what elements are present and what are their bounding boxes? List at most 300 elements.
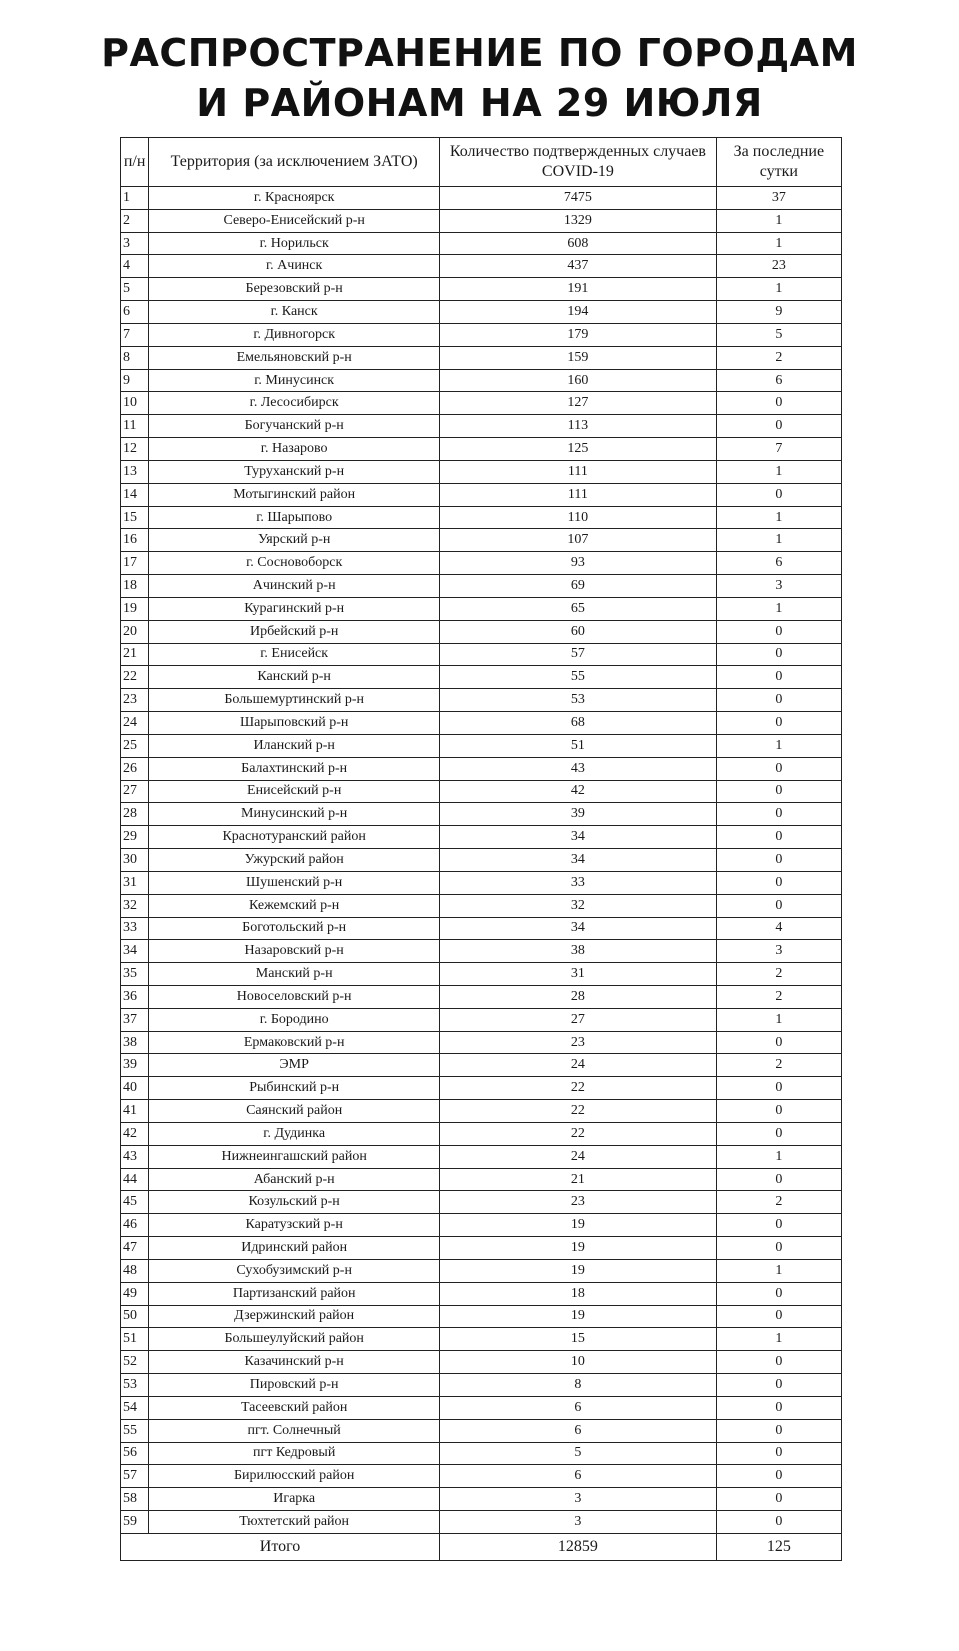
cell-territory: Ермаковский р-н [149, 1031, 440, 1054]
cell-total-cases: 60 [440, 620, 717, 643]
total-cases-sum: 12859 [440, 1533, 717, 1560]
cell-territory: г. Ачинск [149, 255, 440, 278]
cell-total-cases: 53 [440, 689, 717, 712]
cell-total-cases: 159 [440, 346, 717, 369]
cell-num: 22 [121, 666, 149, 689]
cell-total-cases: 125 [440, 438, 717, 461]
table-row [121, 232, 842, 255]
cell-total-cases: 6 [440, 1396, 717, 1419]
cell-last-day: 0 [716, 1351, 841, 1374]
cell-territory: Кежемский р-н [149, 894, 440, 917]
cell-total-cases: 23 [440, 1191, 717, 1214]
table-total-row [121, 1533, 842, 1560]
cell-num: 31 [121, 871, 149, 894]
cell-num: 56 [121, 1442, 149, 1465]
cell-total-cases: 22 [440, 1100, 717, 1123]
cell-num: 11 [121, 415, 149, 438]
cell-num: 27 [121, 780, 149, 803]
cell-territory: Игарка [149, 1488, 440, 1511]
cell-territory: г. Назарово [149, 438, 440, 461]
cell-territory: Енисейский р-н [149, 780, 440, 803]
table-row [121, 346, 842, 369]
cell-num: 58 [121, 1488, 149, 1511]
cell-last-day: 0 [716, 1419, 841, 1442]
cell-territory: Северо-Енисейский р-н [149, 209, 440, 232]
cell-last-day: 0 [716, 1214, 841, 1237]
cell-last-day: 5 [716, 323, 841, 346]
cell-num: 40 [121, 1077, 149, 1100]
cell-last-day: 1 [716, 232, 841, 255]
page-title [0, 28, 959, 128]
table-row [121, 483, 842, 506]
cell-last-day: 4 [716, 917, 841, 940]
cell-num: 15 [121, 506, 149, 529]
cell-territory: Большемуртинский р-н [149, 689, 440, 712]
cell-total-cases: 24 [440, 1054, 717, 1077]
cell-last-day: 0 [716, 1122, 841, 1145]
cell-total-cases: 21 [440, 1168, 717, 1191]
cell-last-day: 9 [716, 301, 841, 324]
cell-num: 20 [121, 620, 149, 643]
cell-territory: Уярский р-н [149, 529, 440, 552]
cell-total-cases: 7475 [440, 187, 717, 210]
cell-territory: Пировский р-н [149, 1374, 440, 1397]
table-row [121, 1191, 842, 1214]
cell-last-day: 1 [716, 1328, 841, 1351]
cell-territory: Балахтинский р-н [149, 757, 440, 780]
cell-num: 48 [121, 1259, 149, 1282]
cell-total-cases: 27 [440, 1008, 717, 1031]
cell-total-cases: 19 [440, 1237, 717, 1260]
cell-territory: г. Бородино [149, 1008, 440, 1031]
cell-total-cases: 110 [440, 506, 717, 529]
cell-num: 3 [121, 232, 149, 255]
cell-last-day: 0 [716, 871, 841, 894]
cell-territory: Саянский район [149, 1100, 440, 1123]
cell-total-cases: 111 [440, 483, 717, 506]
cell-territory: г. Сосновоборск [149, 552, 440, 575]
cell-last-day: 0 [716, 392, 841, 415]
cell-last-day: 1 [716, 529, 841, 552]
cell-last-day: 0 [716, 620, 841, 643]
cell-num: 6 [121, 301, 149, 324]
table-row [121, 803, 842, 826]
cell-last-day: 0 [716, 1168, 841, 1191]
cell-num: 43 [121, 1145, 149, 1168]
cell-total-cases: 6 [440, 1465, 717, 1488]
cell-last-day: 0 [716, 1374, 841, 1397]
table-row [121, 1419, 842, 1442]
cell-territory: Сухобузимский р-н [149, 1259, 440, 1282]
cell-num: 17 [121, 552, 149, 575]
cell-total-cases: 34 [440, 917, 717, 940]
cell-num: 39 [121, 1054, 149, 1077]
cell-total-cases: 8 [440, 1374, 717, 1397]
cell-num: 36 [121, 985, 149, 1008]
cell-territory: Каратузский р-н [149, 1214, 440, 1237]
cell-territory: г. Дивногорск [149, 323, 440, 346]
cell-territory: Ирбейский р-н [149, 620, 440, 643]
cell-num: 44 [121, 1168, 149, 1191]
cell-last-day: 0 [716, 1488, 841, 1511]
cell-num: 34 [121, 940, 149, 963]
cell-total-cases: 179 [440, 323, 717, 346]
cell-territory: Шарыповский р-н [149, 712, 440, 735]
table-row [121, 415, 842, 438]
cell-territory: Абанский р-н [149, 1168, 440, 1191]
table-row [121, 1282, 842, 1305]
cell-last-day: 1 [716, 597, 841, 620]
cell-last-day: 1 [716, 278, 841, 301]
cell-num: 23 [121, 689, 149, 712]
table-row [121, 506, 842, 529]
cell-last-day: 0 [716, 689, 841, 712]
cell-last-day: 0 [716, 803, 841, 826]
cell-territory: Нижнеингашский район [149, 1145, 440, 1168]
table-row [121, 392, 842, 415]
cell-num: 8 [121, 346, 149, 369]
cell-territory: г. Минусинск [149, 369, 440, 392]
cell-total-cases: 160 [440, 369, 717, 392]
cell-total-cases: 191 [440, 278, 717, 301]
cell-territory: Канский р-н [149, 666, 440, 689]
cell-last-day: 0 [716, 1305, 841, 1328]
total-last-day-sum: 125 [716, 1533, 841, 1560]
cell-last-day: 2 [716, 985, 841, 1008]
cell-last-day: 1 [716, 506, 841, 529]
cell-territory: г. Канск [149, 301, 440, 324]
table-row [121, 1374, 842, 1397]
cell-total-cases: 19 [440, 1214, 717, 1237]
table-row [121, 734, 842, 757]
table-row [121, 1396, 842, 1419]
cell-territory: г. Красноярск [149, 187, 440, 210]
cell-last-day: 0 [716, 643, 841, 666]
cell-num: 41 [121, 1100, 149, 1123]
cell-num: 28 [121, 803, 149, 826]
table-row [121, 529, 842, 552]
cell-total-cases: 55 [440, 666, 717, 689]
cell-last-day: 0 [716, 483, 841, 506]
cell-total-cases: 65 [440, 597, 717, 620]
cell-territory: Минусинский р-н [149, 803, 440, 826]
cell-last-day: 6 [716, 369, 841, 392]
cell-last-day: 0 [716, 757, 841, 780]
table-row [121, 1145, 842, 1168]
cell-last-day: 0 [716, 780, 841, 803]
cell-last-day: 0 [716, 415, 841, 438]
cell-total-cases: 33 [440, 871, 717, 894]
cell-last-day: 0 [716, 826, 841, 849]
cell-total-cases: 111 [440, 460, 717, 483]
table-row [121, 369, 842, 392]
cell-num: 21 [121, 643, 149, 666]
cell-total-cases: 22 [440, 1122, 717, 1145]
table-row [121, 757, 842, 780]
cell-territory: Тюхтетский район [149, 1511, 440, 1534]
cell-num: 7 [121, 323, 149, 346]
cell-num: 35 [121, 963, 149, 986]
cell-last-day: 1 [716, 1145, 841, 1168]
table-row [121, 1305, 842, 1328]
cell-total-cases: 10 [440, 1351, 717, 1374]
cell-territory: г. Лесосибирск [149, 392, 440, 415]
cell-total-cases: 51 [440, 734, 717, 757]
cell-last-day: 0 [716, 1031, 841, 1054]
table-row [121, 985, 842, 1008]
cell-territory: Курагинский р-н [149, 597, 440, 620]
cell-territory: Большеулуйский район [149, 1328, 440, 1351]
table-row [121, 1054, 842, 1077]
table-row [121, 1122, 842, 1145]
table-row [121, 1328, 842, 1351]
cell-last-day: 1 [716, 734, 841, 757]
cell-territory: Дзержинский район [149, 1305, 440, 1328]
table-row [121, 780, 842, 803]
cell-total-cases: 608 [440, 232, 717, 255]
cell-last-day: 1 [716, 460, 841, 483]
cell-territory: Березовский р-н [149, 278, 440, 301]
cell-total-cases: 19 [440, 1259, 717, 1282]
cell-last-day: 3 [716, 575, 841, 598]
cell-num: 32 [121, 894, 149, 917]
cell-territory: Боготольский р-н [149, 917, 440, 940]
cell-last-day: 3 [716, 940, 841, 963]
table-row [121, 849, 842, 872]
table-row [121, 1077, 842, 1100]
table-row [121, 712, 842, 735]
table-row [121, 871, 842, 894]
cell-territory: Назаровский р-н [149, 940, 440, 963]
cell-num: 16 [121, 529, 149, 552]
cell-total-cases: 93 [440, 552, 717, 575]
cell-territory: Емельяновский р-н [149, 346, 440, 369]
cell-territory: Манский р-н [149, 963, 440, 986]
cell-total-cases: 6 [440, 1419, 717, 1442]
cell-num: 42 [121, 1122, 149, 1145]
table-row [121, 323, 842, 346]
cell-territory: пгт. Солнечный [149, 1419, 440, 1442]
cell-total-cases: 15 [440, 1328, 717, 1351]
cell-num: 25 [121, 734, 149, 757]
table-row [121, 1465, 842, 1488]
cell-total-cases: 3 [440, 1488, 717, 1511]
cell-num: 1 [121, 187, 149, 210]
cell-num: 5 [121, 278, 149, 301]
cell-territory: Казачинский р-н [149, 1351, 440, 1374]
cell-last-day: 0 [716, 1237, 841, 1260]
cell-territory: г. Енисейск [149, 643, 440, 666]
table-row [121, 1008, 842, 1031]
cell-num: 13 [121, 460, 149, 483]
total-label: Итого [121, 1533, 440, 1560]
cell-last-day: 0 [716, 894, 841, 917]
cell-territory: Новоселовский р-н [149, 985, 440, 1008]
cell-num: 26 [121, 757, 149, 780]
cell-num: 19 [121, 597, 149, 620]
cell-last-day: 0 [716, 849, 841, 872]
cell-num: 29 [121, 826, 149, 849]
cell-num: 37 [121, 1008, 149, 1031]
cell-last-day: 0 [716, 1465, 841, 1488]
cell-num: 59 [121, 1511, 149, 1534]
table-row [121, 963, 842, 986]
cell-territory: г. Дудинка [149, 1122, 440, 1145]
cell-last-day: 37 [716, 187, 841, 210]
cell-total-cases: 3 [440, 1511, 717, 1534]
table-row [121, 620, 842, 643]
cell-last-day: 0 [716, 1442, 841, 1465]
cell-territory: Партизанский район [149, 1282, 440, 1305]
table-row [121, 1259, 842, 1282]
cell-total-cases: 69 [440, 575, 717, 598]
table-row [121, 1100, 842, 1123]
cell-last-day: 0 [716, 712, 841, 735]
cell-num: 46 [121, 1214, 149, 1237]
cell-total-cases: 194 [440, 301, 717, 324]
page-title-line-2: И РАЙОНАМ НА 29 ИЮЛЯ [196, 81, 763, 125]
cell-num: 54 [121, 1396, 149, 1419]
table-row [121, 826, 842, 849]
table-row [121, 209, 842, 232]
table-row [121, 1214, 842, 1237]
cell-last-day: 7 [716, 438, 841, 461]
cell-territory: Шушенский р-н [149, 871, 440, 894]
cell-last-day: 0 [716, 1077, 841, 1100]
cell-num: 57 [121, 1465, 149, 1488]
cell-total-cases: 1329 [440, 209, 717, 232]
cell-num: 10 [121, 392, 149, 415]
cell-num: 52 [121, 1351, 149, 1374]
cell-total-cases: 34 [440, 849, 717, 872]
table-row [121, 666, 842, 689]
cell-num: 38 [121, 1031, 149, 1054]
cell-territory: Краснотуранский район [149, 826, 440, 849]
table-row [121, 917, 842, 940]
table-row [121, 597, 842, 620]
cell-last-day: 2 [716, 963, 841, 986]
header-num: п/н [121, 138, 149, 187]
header-last-day: За последние сутки [716, 138, 841, 187]
cell-territory: ЭМР [149, 1054, 440, 1077]
table-row [121, 301, 842, 324]
cell-last-day: 0 [716, 1511, 841, 1534]
cell-num: 4 [121, 255, 149, 278]
cell-total-cases: 5 [440, 1442, 717, 1465]
cell-num: 55 [121, 1419, 149, 1442]
cell-total-cases: 39 [440, 803, 717, 826]
cell-territory: г. Шарыпово [149, 506, 440, 529]
cell-total-cases: 24 [440, 1145, 717, 1168]
cell-total-cases: 38 [440, 940, 717, 963]
cell-total-cases: 43 [440, 757, 717, 780]
cell-territory: г. Норильск [149, 232, 440, 255]
cell-num: 14 [121, 483, 149, 506]
cell-last-day: 2 [716, 1191, 841, 1214]
cell-num: 51 [121, 1328, 149, 1351]
cell-last-day: 0 [716, 1396, 841, 1419]
cell-num: 33 [121, 917, 149, 940]
table-row [121, 278, 842, 301]
cell-territory: Идринский район [149, 1237, 440, 1260]
table-row [121, 255, 842, 278]
cell-num: 50 [121, 1305, 149, 1328]
cell-total-cases: 19 [440, 1305, 717, 1328]
table-row [121, 552, 842, 575]
table-row [121, 894, 842, 917]
cell-last-day: 1 [716, 1008, 841, 1031]
cell-last-day: 2 [716, 1054, 841, 1077]
cell-last-day: 6 [716, 552, 841, 575]
cell-num: 49 [121, 1282, 149, 1305]
cell-total-cases: 28 [440, 985, 717, 1008]
cell-last-day: 1 [716, 1259, 841, 1282]
cell-total-cases: 113 [440, 415, 717, 438]
cell-total-cases: 68 [440, 712, 717, 735]
cell-territory: Бирилюсский район [149, 1465, 440, 1488]
table-row [121, 643, 842, 666]
cell-last-day: 0 [716, 666, 841, 689]
cell-last-day: 23 [716, 255, 841, 278]
cell-territory: Туруханский р-н [149, 460, 440, 483]
cell-territory: Ачинский р-н [149, 575, 440, 598]
cell-total-cases: 127 [440, 392, 717, 415]
header-territory: Территория (за исключением ЗАТО) [149, 138, 440, 187]
header-total-cases: Количество подтвержденных случаев COVID-19 [440, 138, 717, 187]
table-row [121, 187, 842, 210]
table-row [121, 1488, 842, 1511]
cell-last-day: 0 [716, 1282, 841, 1305]
cell-num: 47 [121, 1237, 149, 1260]
table-body [121, 187, 842, 1534]
cell-total-cases: 18 [440, 1282, 717, 1305]
cell-num: 45 [121, 1191, 149, 1214]
table-row [121, 940, 842, 963]
cell-total-cases: 31 [440, 963, 717, 986]
cell-total-cases: 437 [440, 255, 717, 278]
cell-total-cases: 107 [440, 529, 717, 552]
cell-territory: Богучанский р-н [149, 415, 440, 438]
cell-last-day: 2 [716, 346, 841, 369]
cell-total-cases: 34 [440, 826, 717, 849]
table-row [121, 460, 842, 483]
cell-territory: Рыбинский р-н [149, 1077, 440, 1100]
table-row [121, 575, 842, 598]
table-row [121, 1168, 842, 1191]
page-title-line-1: РАСПРОСТРАНЕНИЕ ПО ГОРОДАМ [101, 31, 858, 75]
table-row [121, 689, 842, 712]
cell-total-cases: 22 [440, 1077, 717, 1100]
cell-territory: пгт Кедровый [149, 1442, 440, 1465]
cell-num: 2 [121, 209, 149, 232]
table-row [121, 1031, 842, 1054]
table-row [121, 1237, 842, 1260]
cell-total-cases: 57 [440, 643, 717, 666]
cell-num: 30 [121, 849, 149, 872]
table-row [121, 438, 842, 461]
cell-total-cases: 42 [440, 780, 717, 803]
cell-territory: Иланский р-н [149, 734, 440, 757]
table-row [121, 1351, 842, 1374]
table-row [121, 1442, 842, 1465]
cell-last-day: 0 [716, 1100, 841, 1123]
cell-last-day: 1 [716, 209, 841, 232]
cell-territory: Ужурский район [149, 849, 440, 872]
cell-num: 18 [121, 575, 149, 598]
cell-num: 53 [121, 1374, 149, 1397]
cell-territory: Тасеевский район [149, 1396, 440, 1419]
cell-total-cases: 32 [440, 894, 717, 917]
